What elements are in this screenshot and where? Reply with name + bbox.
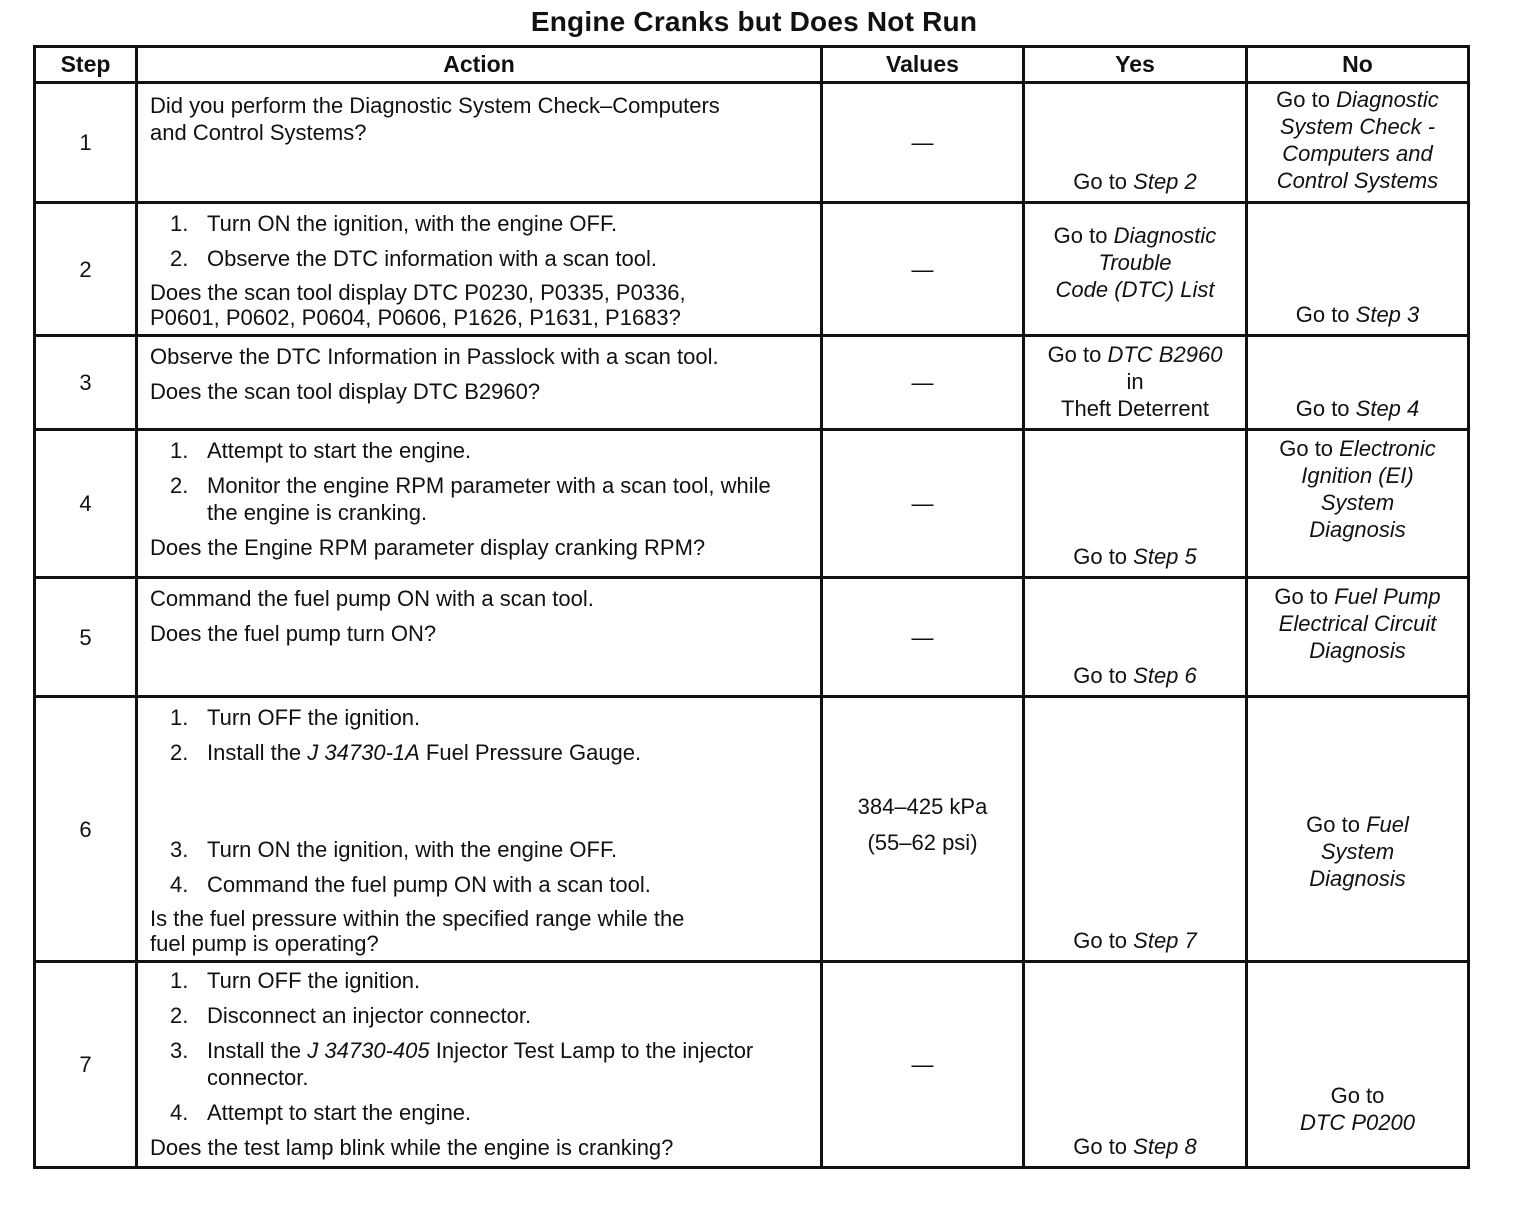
yes-prefix: Go to [1073, 928, 1134, 953]
values-cell [822, 430, 1024, 578]
values-cell [822, 83, 1024, 203]
action-step: 1. Turn OFF the ignition. [170, 705, 421, 730]
action-line: Does the fuel pump turn ON? [150, 621, 437, 646]
no-ref: Fuel [1366, 811, 1409, 837]
yes-ref: Step 7 [1133, 928, 1197, 953]
no-prefix: Go to [1306, 811, 1367, 837]
no-ref-line: Diagnosis [1309, 517, 1406, 542]
yes-ref: Step 2 [1133, 169, 1197, 194]
table-row [35, 697, 1469, 962]
table-row [35, 203, 1469, 336]
table-row [35, 430, 1469, 578]
step-number: 7 [35, 962, 137, 1168]
action-question: Does the scan tool display DTC P0230, P0335, P0336, [150, 280, 686, 305]
no-cell [1247, 203, 1469, 336]
values-dash: — [911, 1052, 934, 1077]
action-question: Does the Engine RPM parameter display cranking RPM? [150, 535, 706, 560]
column-header-yes: Yes [1024, 47, 1247, 83]
action-step: 1. Turn ON the ignition, with the engine OFF. [170, 211, 618, 236]
yes-cell [1024, 83, 1247, 203]
values-cell [822, 962, 1024, 1168]
action-step: 2. Monitor the engine RPM parameter with a scan tool, while the engine is cranking. [170, 473, 771, 525]
yes-ref: Step 5 [1133, 544, 1197, 569]
action-cell [137, 962, 822, 1168]
action-question: Does the test lamp blink while the engine is cranking? [150, 1135, 674, 1160]
table-row [35, 336, 1469, 430]
header-row [35, 47, 1469, 83]
no-ref-line: System [1320, 490, 1395, 515]
yes-ref: Step 6 [1133, 663, 1197, 688]
yes-prefix: Go to [1073, 1134, 1134, 1159]
step-number: 3 [35, 336, 137, 430]
values-cell [822, 578, 1024, 697]
yes-ref: DTC B2960 [1107, 342, 1223, 367]
action-cell [137, 578, 822, 697]
action-line: Did you perform the Diagnostic System Check–Computers [150, 93, 720, 118]
yes-ref: Diagnostic [1113, 223, 1217, 248]
values-kpa: 384–425 kPa [857, 793, 988, 819]
step-number: 4 [35, 430, 137, 578]
action-question: Is the fuel pressure within the specified range while the [150, 906, 685, 931]
no-prefix: Go to [1295, 302, 1356, 327]
action-step: 2. Disconnect an injector connector. [170, 1003, 532, 1028]
step-number: 1 [35, 83, 137, 203]
yes-ref-line: Code (DTC) List [1055, 277, 1215, 302]
no-ref-line: Diagnosis [1309, 638, 1406, 663]
no-prefix: Go to [1276, 87, 1337, 112]
action-question: P0601, P0602, P0604, P0606, P1626, P1631, P1683? [150, 305, 681, 330]
no-ref: DTC P0200 [1300, 1110, 1415, 1135]
values-dash: — [911, 130, 934, 155]
action-step: 4. Command the fuel pump ON with a scan tool. [170, 872, 651, 897]
yes-ref: Step 8 [1133, 1134, 1197, 1159]
tool-name: J 34730-1A [307, 740, 420, 765]
action-question: fuel pump is operating? [150, 931, 379, 956]
action-cell [137, 430, 822, 578]
action-line: Command the fuel pump ON with a scan tool. [150, 586, 594, 611]
action-cell [137, 697, 822, 962]
action-step: 2. Observe the DTC information with a scan tool. [170, 246, 657, 271]
values-cell [822, 336, 1024, 430]
no-cell [1247, 430, 1469, 578]
action-line: Observe the DTC Information in Passlock with a scan tool. [150, 344, 719, 369]
yes-prefix: Go to [1053, 223, 1114, 248]
yes-cell [1024, 962, 1247, 1168]
diagnostic-table [33, 45, 1470, 1169]
column-header-values: Values [822, 47, 1024, 83]
column-header-no: No [1247, 47, 1469, 83]
action-step: 1. Turn OFF the ignition. [170, 968, 421, 993]
action-step: 2. Install the J 34730-1A Fuel Pressure Gauge. [170, 740, 642, 765]
action-steps [150, 967, 814, 1126]
yes-cell [1024, 697, 1247, 962]
no-prefix: Go to [1330, 1083, 1385, 1108]
action-cell [137, 203, 822, 336]
page-title: Engine Cranks but Does Not Run [530, 6, 978, 37]
no-ref: Step 4 [1355, 396, 1420, 421]
no-ref-line: Control Systems [1276, 168, 1439, 193]
yes-cell [1024, 336, 1247, 430]
yes-line: Theft Deterrent [1061, 396, 1209, 421]
action-line: and Control Systems? [150, 120, 367, 145]
values-dash: — [911, 624, 934, 650]
values-cell [822, 697, 1024, 962]
column-header-step: Step [35, 47, 137, 83]
no-cell [1247, 83, 1469, 203]
no-ref-line: System [1320, 838, 1395, 864]
action-step: 4. Attempt to start the engine. [170, 1100, 472, 1125]
no-ref: Diagnostic [1336, 87, 1439, 112]
column-header-action: Action [137, 47, 822, 83]
yes-cell [1024, 578, 1247, 697]
step-number: 6 [35, 697, 137, 962]
yes-prefix: Go to [1073, 544, 1134, 569]
no-ref-line: Computers and [1282, 141, 1433, 166]
table-row [35, 578, 1469, 697]
no-ref: Step 3 [1355, 302, 1420, 327]
yes-ref-line: Trouble [1098, 250, 1172, 275]
action-cell [137, 336, 822, 430]
yes-prefix: Go to [1073, 169, 1134, 194]
action-step: 3. Install the J 34730-405 Injector Test Lamp to the injector connector. [170, 1038, 754, 1090]
no-ref-line: Electrical Circuit [1278, 611, 1437, 636]
yes-line: in [1126, 369, 1144, 394]
no-ref: Electronic [1339, 436, 1436, 461]
values-psi: (55–62 psi) [867, 829, 978, 855]
tool-name: J 34730-405 [307, 1038, 430, 1063]
values-dash: — [911, 491, 934, 516]
yes-prefix: Go to [1073, 663, 1134, 688]
action-step: 1. Attempt to start the engine. [170, 438, 472, 463]
no-prefix: Go to [1279, 436, 1340, 461]
yes-prefix: Go to [1047, 342, 1108, 367]
step-number: 5 [35, 578, 137, 697]
yes-cell [1024, 430, 1247, 578]
action-steps [150, 704, 814, 898]
no-prefix: Go to [1295, 396, 1356, 421]
action-step: 3. Turn ON the ignition, with the engine OFF. [170, 837, 618, 862]
action-steps [150, 210, 814, 272]
no-prefix: Go to [1274, 584, 1335, 609]
step-number: 2 [35, 203, 137, 336]
values-dash: — [911, 370, 934, 395]
table-row [35, 83, 1469, 203]
no-cell [1247, 578, 1469, 697]
no-cell [1247, 336, 1469, 430]
no-ref-line: Ignition (EI) [1301, 463, 1414, 488]
no-ref-line: System Check - [1279, 114, 1436, 139]
action-steps [150, 437, 814, 526]
table-row [35, 962, 1469, 1168]
no-ref: Fuel Pump [1334, 584, 1441, 609]
yes-cell [1024, 203, 1247, 336]
values-dash: — [911, 256, 934, 282]
action-line: Does the scan tool display DTC B2960? [150, 379, 541, 404]
action-cell [137, 83, 822, 203]
no-cell [1247, 962, 1469, 1168]
no-cell [1247, 697, 1469, 962]
values-cell [822, 203, 1024, 336]
no-ref-line: Diagnosis [1309, 865, 1406, 891]
